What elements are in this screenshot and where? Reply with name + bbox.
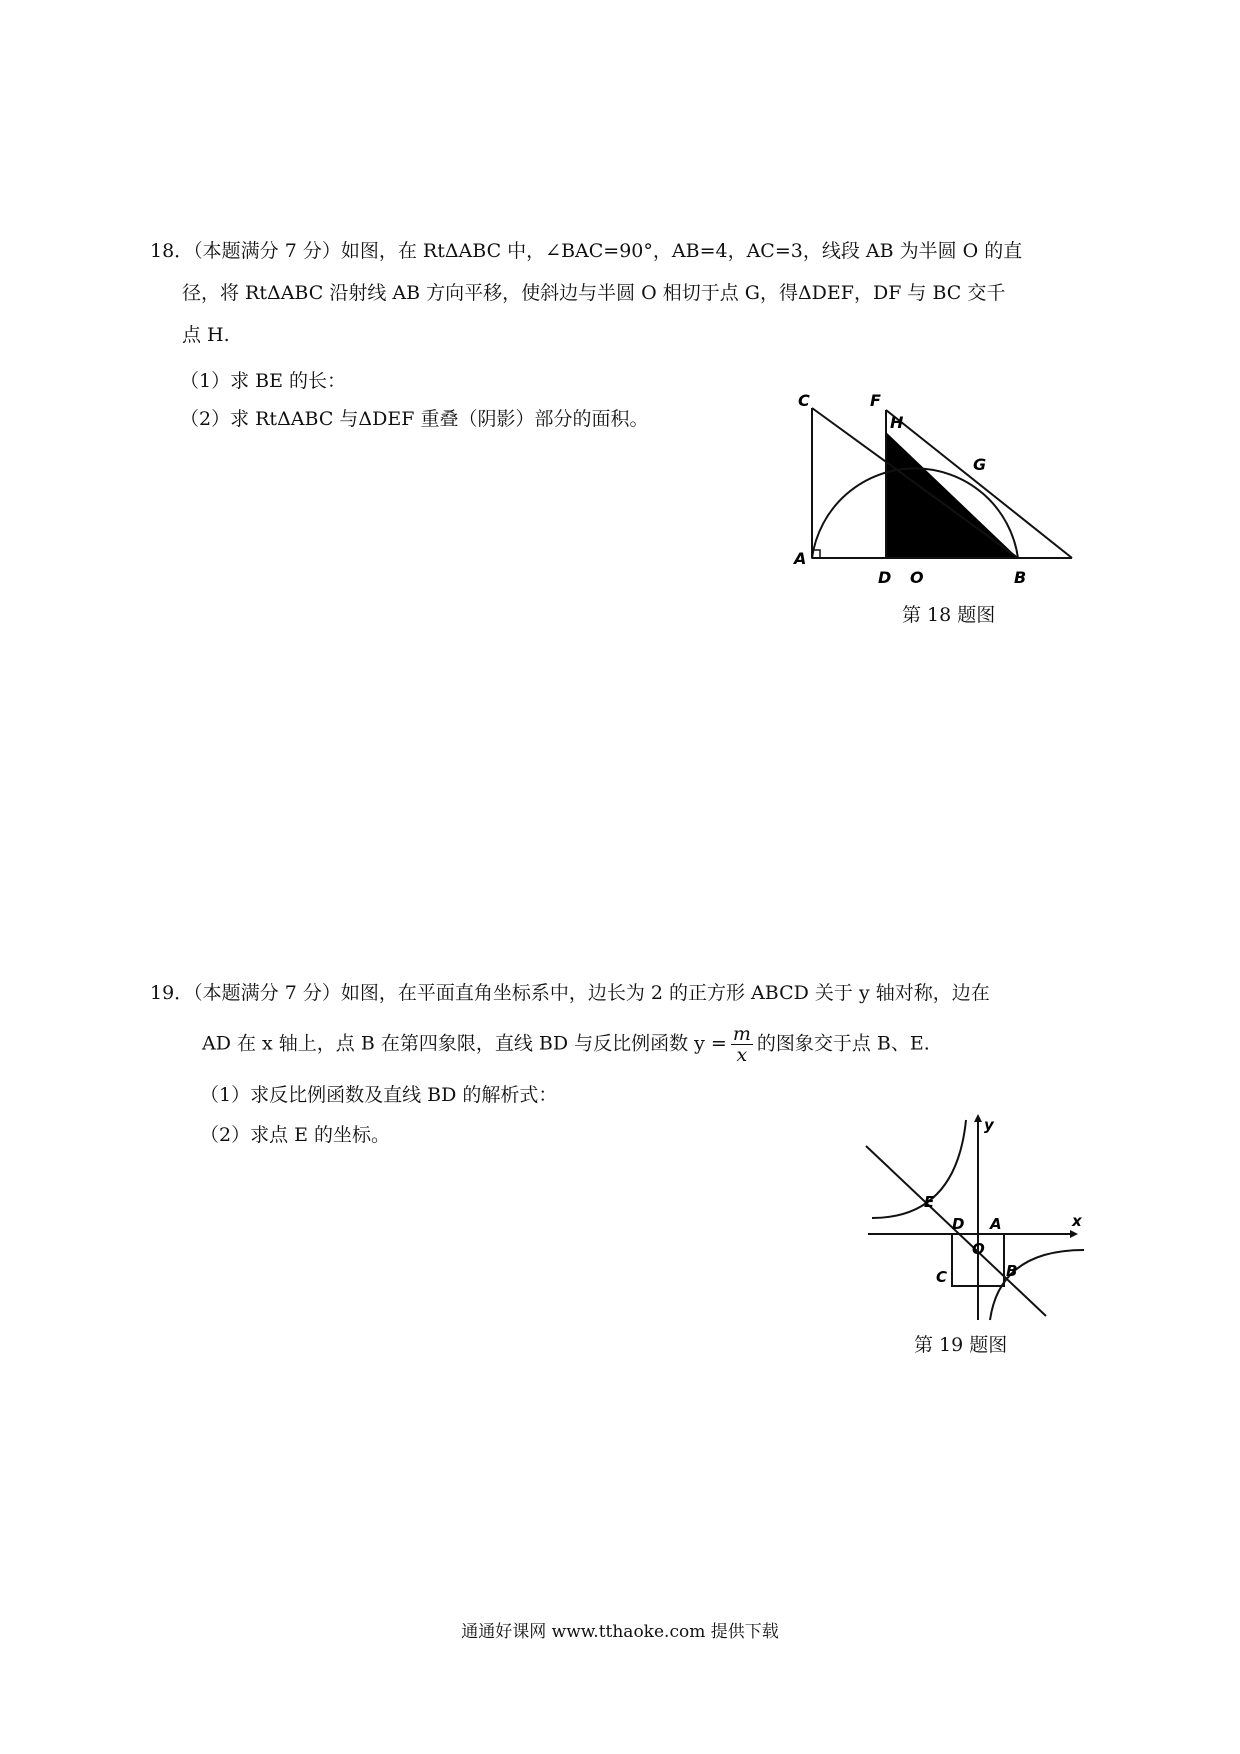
label-o: O bbox=[910, 568, 924, 587]
problem-18-line-3: 点 H. bbox=[182, 324, 230, 346]
label-h: H bbox=[890, 413, 904, 432]
label-y: y bbox=[984, 1116, 994, 1134]
label-d: D bbox=[952, 1215, 965, 1233]
fraction-m-over-x bbox=[731, 1024, 753, 1065]
label-f: F bbox=[870, 391, 881, 410]
problem-18-part-1: （1）求 BE 的长： bbox=[180, 370, 346, 392]
footer: 通通好课网 www.tthaoke.com 提供下载 bbox=[461, 1622, 779, 1642]
problem-18-part-2: （2）求 RtΔABC 与ΔDEF 重叠（阴影）部分的面积。 bbox=[180, 408, 649, 430]
label-e: E bbox=[924, 1193, 935, 1211]
label-c: C bbox=[798, 391, 810, 410]
label-c: C bbox=[936, 1268, 948, 1286]
problem-19-part-2: （2）求点 E 的坐标。 bbox=[200, 1124, 391, 1146]
problem-18-line-1: 18．（本题满分 7 分）如图，在 RtΔABC 中，∠BAC=90°，AB=4，AC=3，线段 AB 为半圆 O 的直 bbox=[150, 240, 1023, 262]
label-o: O bbox=[972, 1240, 985, 1258]
problem-19-part-1: （1）求反比例函数及直线 BD 的解析式： bbox=[200, 1084, 558, 1106]
figure-18 bbox=[790, 390, 1080, 590]
label-a: A bbox=[794, 549, 807, 568]
fraction-denominator: x bbox=[736, 1044, 748, 1066]
problem-19-line-2-post: 的图象交于点 B、E. bbox=[756, 1032, 930, 1055]
problem-19-line-2 bbox=[202, 1024, 930, 1065]
label-x: x bbox=[1072, 1212, 1082, 1230]
label-a: A bbox=[990, 1215, 1002, 1233]
label-d: D bbox=[878, 568, 892, 587]
problem-18-line-2: 径，将 RtΔABC 沿射线 AB 方向平移，使斜边与半圆 O 相切于点 G，得ΔDEF，DF 与 BC 交千 bbox=[182, 282, 1006, 304]
hyperbola-branch-2 bbox=[872, 1120, 966, 1218]
figure-19 bbox=[860, 1110, 1090, 1322]
figure-18-caption: 第 18 题图 bbox=[902, 604, 996, 626]
label-g: G bbox=[973, 455, 987, 474]
shaded-overlap-triangle bbox=[886, 432, 1018, 558]
figure-19-caption: 第 19 题图 bbox=[914, 1334, 1008, 1356]
label-b: B bbox=[1006, 1262, 1018, 1280]
fraction-numerator: m bbox=[732, 1023, 751, 1045]
label-b: B bbox=[1014, 568, 1027, 587]
problem-19-line-2-pre: AD 在 x 轴上，点 B 在第四象限，直线 BD 与反比例函数 y = bbox=[202, 1032, 727, 1055]
problem-19-line-1: 19．（本题满分 7 分）如图，在平面直角坐标系中，边长为 2 的正方形 ABCD 关于 y 轴对称，边在 bbox=[150, 982, 990, 1004]
